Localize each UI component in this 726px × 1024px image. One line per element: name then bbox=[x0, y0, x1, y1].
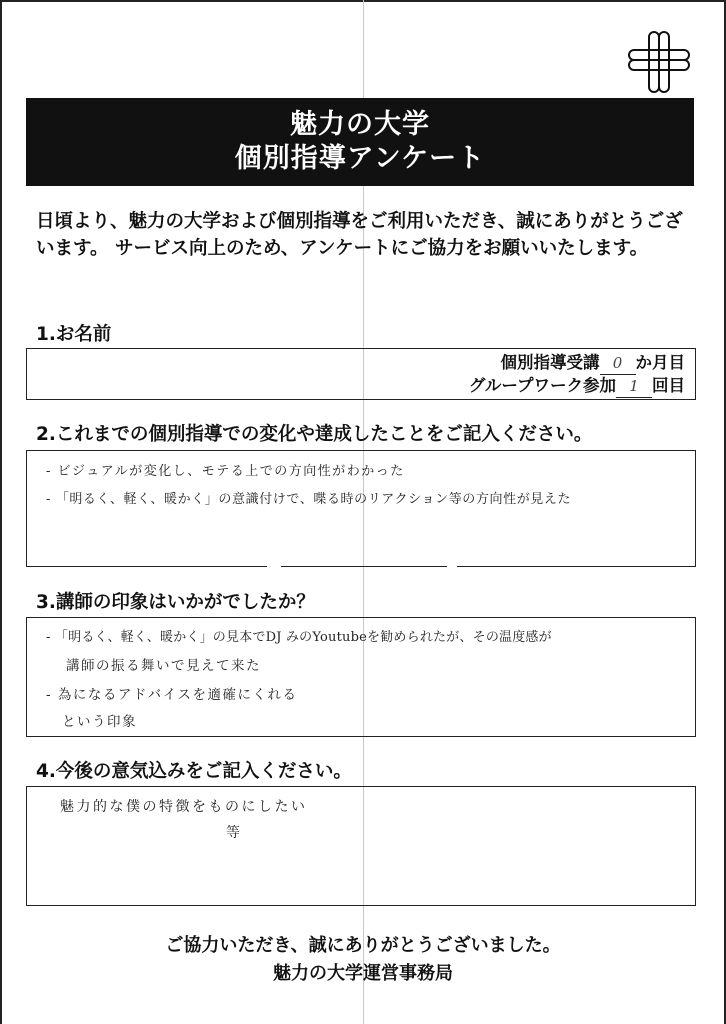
group-work-unit: 回目 bbox=[652, 376, 685, 395]
answer-3-line-2: 講師の振る舞いで見えて来た bbox=[66, 658, 261, 674]
individual-sessions-row bbox=[469, 352, 685, 375]
title-line-2: 個別指導アンケート bbox=[234, 143, 486, 174]
name-field-box[interactable] bbox=[26, 348, 696, 400]
border-gap bbox=[447, 564, 457, 567]
title-line-1: 魅力の大学 bbox=[290, 109, 430, 140]
closing-message bbox=[0, 932, 726, 988]
session-counts bbox=[469, 352, 685, 398]
individual-sessions-unit: か月目 bbox=[635, 353, 685, 372]
border-gap bbox=[267, 564, 281, 567]
group-work-row bbox=[469, 375, 685, 398]
brand-logo-icon bbox=[626, 30, 692, 94]
scan-edge-left bbox=[0, 0, 2, 1024]
question-1-label: 1.お名前 bbox=[36, 324, 112, 345]
group-work-label: グループワーク参加 bbox=[468, 376, 616, 395]
question-3-label: 3.講師の印象はいかがでしたか？ bbox=[36, 592, 315, 613]
answer-3-line-3: - 為になるアドバイスを適確にくれる bbox=[46, 687, 298, 703]
title-banner bbox=[26, 98, 694, 186]
intro-text: 日頃より、魅力の大学および個別指導をご利用いただき、誠にありがとうございます。 サービス向上のため、アンケートにご協力をお願いいたします。 bbox=[36, 211, 683, 259]
question-2-label: 2.これまでの個別指導での変化や達成したことをご記入ください。 bbox=[36, 424, 593, 445]
answer-4-line-1: 魅力的な僕の特徴をものにしたい bbox=[60, 799, 308, 815]
question-4-label: 4.今後の意気込みをご記入ください。 bbox=[36, 761, 352, 782]
individual-sessions-label: 個別指導受講 bbox=[500, 353, 600, 372]
answer-3-line-1: - 「明るく、軽く、暖かく」の見本でDJ みのYoutubeを勧められたが、その温度感が bbox=[46, 630, 552, 645]
office-name: 魅力の大学運営事務局 bbox=[273, 963, 453, 984]
answer-2-line-1: - ビジュアルが変化し、モテる上での方向性がわかった bbox=[46, 464, 405, 479]
thanks-text: ご協力いただき、誠にありがとうございました。 bbox=[165, 935, 561, 956]
answer-3-line-4: という印象 bbox=[62, 714, 137, 730]
individual-sessions-value[interactable]: 0 bbox=[600, 352, 636, 375]
answer-4-line-2: 等 bbox=[226, 825, 242, 841]
group-work-value[interactable]: 1 bbox=[616, 375, 652, 398]
answer-2-line-2: - 「明るく、軽く、暖かく」の意識付けで、喋る時のリアクション等の方向性が見えた bbox=[46, 492, 572, 507]
